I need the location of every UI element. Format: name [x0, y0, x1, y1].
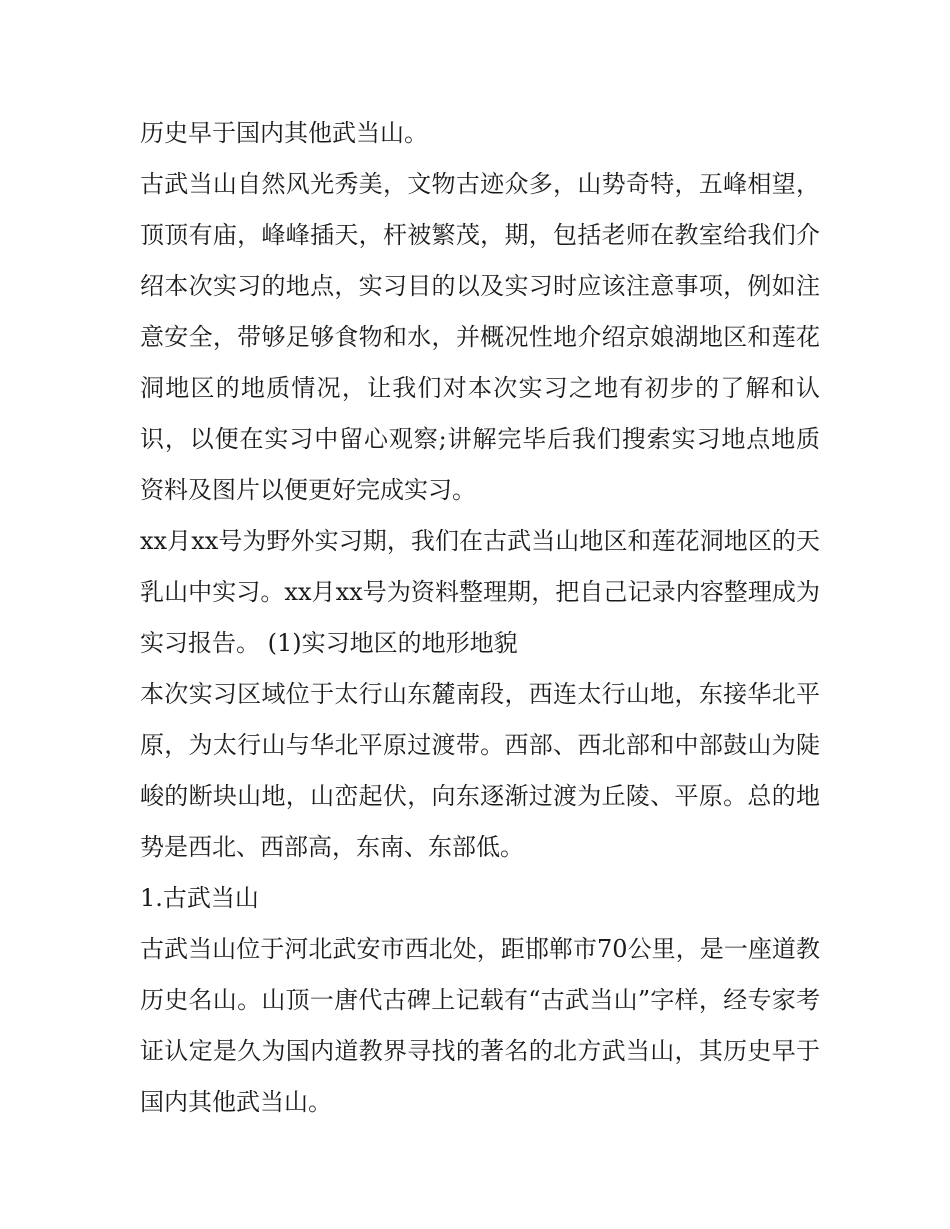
- paragraph-1: 历史早于国内其他武当山。: [140, 119, 428, 147]
- document-body: [140, 108, 820, 1128]
- paragraph-4: 本次实习区域位于太行山东麓南段，西连太行山地，东接华北平原，为太行山与华北平原过渡带。西部、西北部和中部鼓山为陡峻的断块山地，山峦起伏，向东逐渐过渡为丘陵、平原。总的地势是西北、西部高，东南、东部低。: [140, 680, 820, 861]
- paragraph-2: 古武当山自然风光秀美，文物古迹众多，山势奇特，五峰相望，顶顶有庙，峰峰插天，杆被繁茂，期，包括老师在教室给我们介绍本次实习的地点，实习目的以及实习时应该注意事项，例如注意安全，带够足够食物和水，并概况性地介绍京娘湖地区和莲花洞地区的地质情况，让我们对本次实习之地有初步的了解和认识，以便在实习中留心观察;讲解完毕后我们搜索实习地点地质资料及图片以便更好完成实习。: [140, 170, 820, 504]
- section-heading: 1.古武当山: [140, 884, 259, 912]
- paragraph-6: 古武当山位于河北武安市西北处，距邯郸市70公里，是一座道教历史名山。山顶一唐代古碑上记载有“古武当山”字样，经专家考证认定是久为国内道教界寻找的著名的北方武当山，其历史早于国内其他武当山。: [140, 935, 820, 1116]
- paragraph-3: xx月xx号为野外实习期，我们在古武当山地区和莲花洞地区的天乳山中实习。xx月xx号为资料整理期，把自己记录内容整理成为实习报告。 (1)实习地区的地形地貌: [140, 527, 820, 657]
